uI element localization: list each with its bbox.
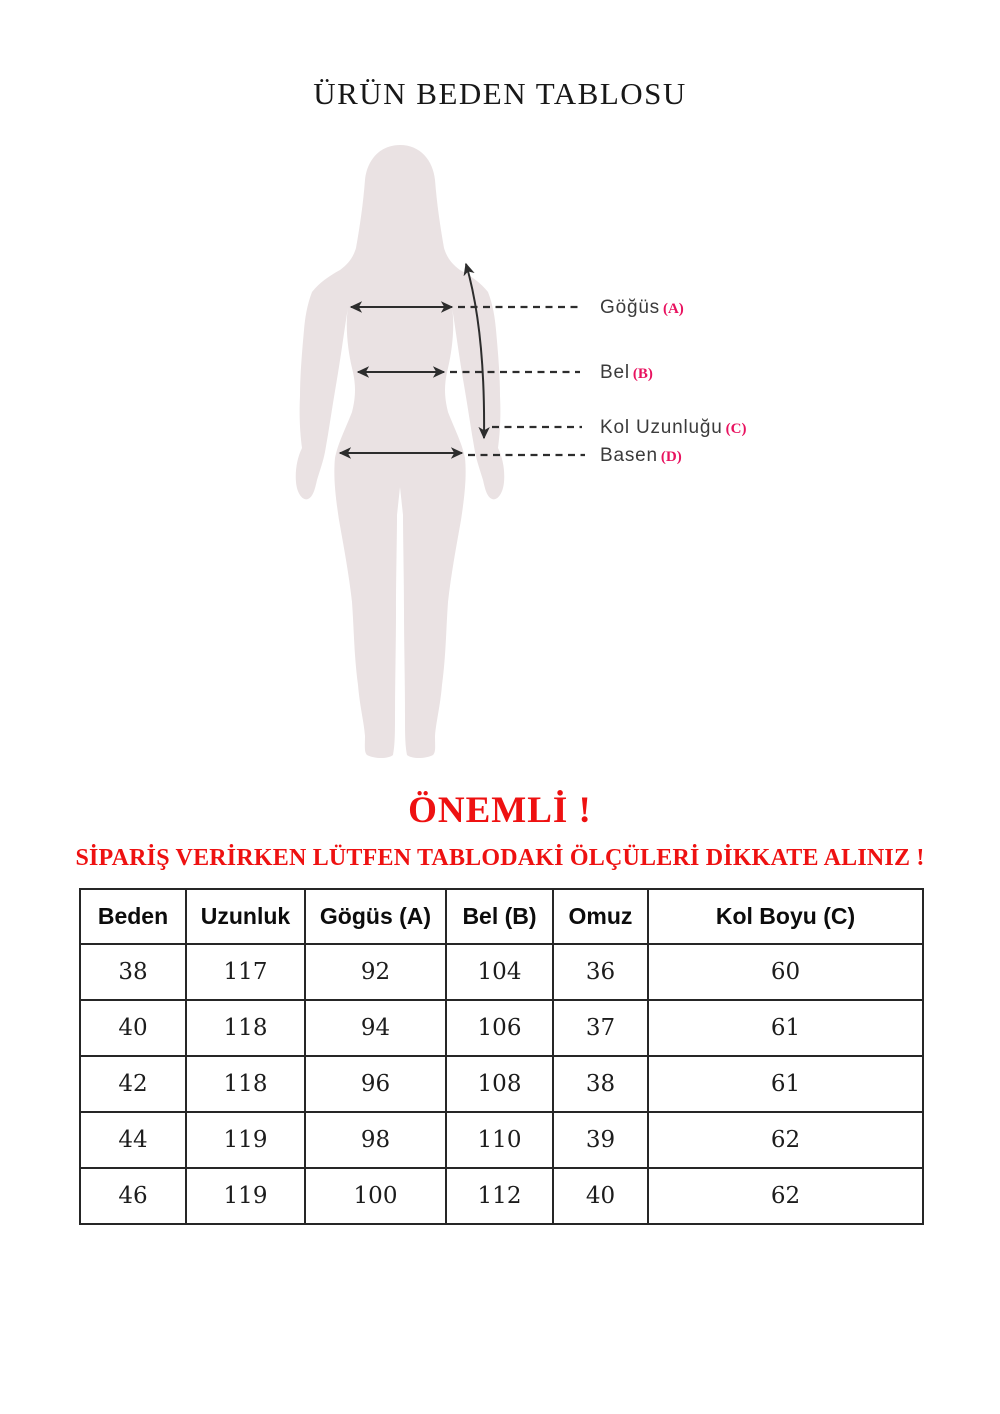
cell-omuz: 40 <box>553 1168 648 1224</box>
label-arm-length-text: Kol Uzunluğu <box>600 417 723 438</box>
table-row <box>80 1112 923 1168</box>
cell-beden: 44 <box>80 1112 186 1168</box>
cell-gogus: 96 <box>305 1056 446 1112</box>
label-waist-text: Bel <box>600 362 630 383</box>
cell-beden: 38 <box>80 944 186 1000</box>
size-table <box>79 888 924 1225</box>
cell-kol-boyu: 60 <box>648 944 923 1000</box>
header-bel: Bel (B) <box>446 889 553 944</box>
header-kol-boyu: Kol Boyu (C) <box>648 889 923 944</box>
label-hip <box>600 444 682 469</box>
label-hip-code: (D) <box>660 449 682 465</box>
header-gogus: Gögüs (A) <box>305 889 446 944</box>
cell-bel: 112 <box>446 1168 553 1224</box>
cell-omuz: 38 <box>553 1056 648 1112</box>
cell-beden: 46 <box>80 1168 186 1224</box>
label-waist <box>600 361 653 386</box>
label-arm-length <box>600 416 746 441</box>
cell-beden: 42 <box>80 1056 186 1112</box>
cell-kol-boyu: 61 <box>648 1000 923 1056</box>
label-chest-code: (A) <box>662 301 684 317</box>
cell-gogus: 100 <box>305 1168 446 1224</box>
header-uzunluk: Uzunluk <box>186 889 305 944</box>
cell-uzunluk: 119 <box>186 1168 305 1224</box>
cell-uzunluk: 119 <box>186 1112 305 1168</box>
table-row <box>80 1056 923 1112</box>
cell-uzunluk: 118 <box>186 1056 305 1112</box>
important-heading: ÖNEMLİ ! <box>408 790 592 831</box>
female-silhouette <box>296 145 505 758</box>
cell-gogus: 94 <box>305 1000 446 1056</box>
cell-bel: 108 <box>446 1056 553 1112</box>
cell-bel: 106 <box>446 1000 553 1056</box>
cell-gogus: 92 <box>305 944 446 1000</box>
table-row <box>80 944 923 1000</box>
label-chest-text: Göğüs <box>600 297 660 318</box>
cell-kol-boyu: 62 <box>648 1168 923 1224</box>
header-beden: Beden <box>80 889 186 944</box>
page-title: ÜRÜN BEDEN TABLOSU <box>313 76 687 111</box>
cell-gogus: 98 <box>305 1112 446 1168</box>
cell-omuz: 39 <box>553 1112 648 1168</box>
cell-kol-boyu: 61 <box>648 1056 923 1112</box>
cell-beden: 40 <box>80 1000 186 1056</box>
size-table-header-row <box>80 889 923 944</box>
important-subheading: SİPARİŞ VERİRKEN LÜTFEN TABLODAKİ ÖLÇÜLERİ DİKKATE ALINIZ ! <box>75 845 925 871</box>
cell-uzunluk: 118 <box>186 1000 305 1056</box>
cell-bel: 110 <box>446 1112 553 1168</box>
table-row <box>80 1168 923 1224</box>
cell-uzunluk: 117 <box>186 944 305 1000</box>
cell-omuz: 37 <box>553 1000 648 1056</box>
header-omuz: Omuz <box>553 889 648 944</box>
cell-bel: 104 <box>446 944 553 1000</box>
cell-omuz: 36 <box>553 944 648 1000</box>
table-row <box>80 1000 923 1056</box>
label-chest <box>600 296 684 321</box>
label-arm-length-code: (C) <box>725 421 747 437</box>
cell-kol-boyu: 62 <box>648 1112 923 1168</box>
label-waist-code: (B) <box>632 366 653 382</box>
label-hip-text: Basen <box>600 445 658 466</box>
